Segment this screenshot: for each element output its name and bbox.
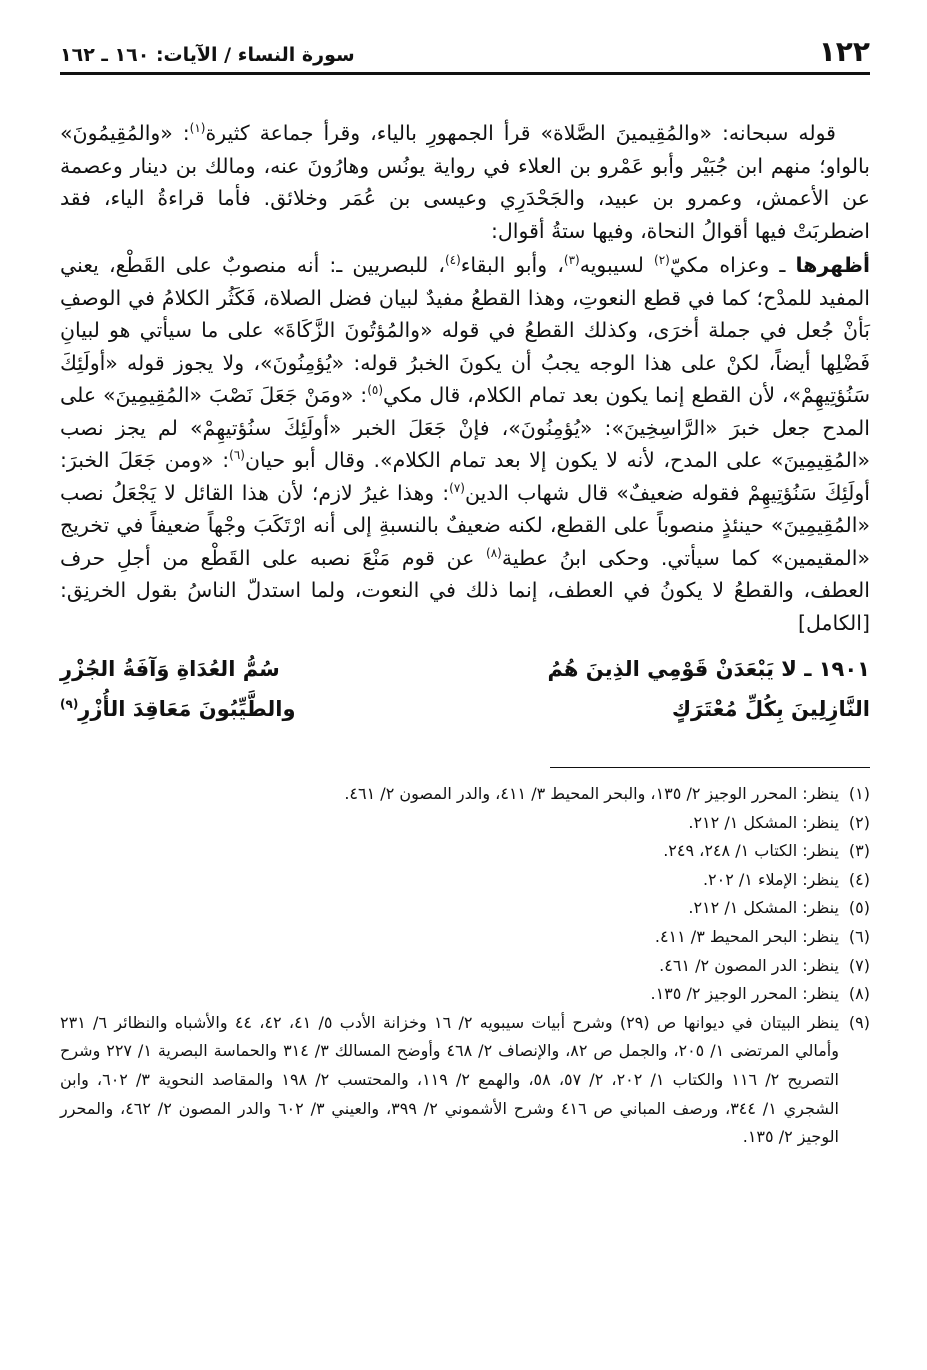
paragraph-2-d: ، للبصريين ـ: أنه منصوبٌ على القَطْع، يعني المفيد للمدْح؛ كما في قطع النعوتِ، وهذا القطعُ مفيدٌ لبيان فضل الصلاة، فَكَثُر الكلامُ في الوصفِ بَأنْ جُعل في جملة أخرَى، وكذلك القطعُ في قوله «والمُؤتُونَ الزَّكَاةَ» على ما سيأتي هو لبيانِ فَضْلِها أيضاً، لكنْ على هذا الوجه يجبُ أن يكونَ الخبرُ قوله: «يُؤمِنُونَ»، ولا يجوز قوله «أولَئِكَ سَنُؤتِيهِمْ»، لأن القطع إنما يكون بعد تمام الكلام، قال مكي [60, 253, 870, 407]
footnote [60, 894, 870, 923]
footnote-number: (٨) [848, 984, 870, 1004]
page-header [60, 32, 870, 75]
footnote-number: (٦) [848, 926, 870, 946]
footnote [60, 952, 870, 981]
footnote-ref-5: (٥) [367, 383, 384, 398]
paragraph-2-c: ، وأبو البقاء [460, 253, 564, 277]
footnote-text: ينظر: الكتاب ١/ ٢٤٨، ٢٤٩. [663, 841, 839, 861]
footnote-text: ينظر: المشكل ١/ ٢١٢. [688, 898, 839, 918]
footnote-text: ينظر: الإملاء ١/ ٢٠٢. [702, 869, 839, 889]
page-number: ١٢٢ [818, 35, 870, 68]
paragraph-2-e: : «ومَنْ جَعَلَ نَصْبَ «المُقِيمِينَ» على المدح جعل خبرَ «الرَّاسِخِينَ»: «يُؤمِنُونَ»، فإنْ جَعَلَ الخبر «أولَئِكَ سنُؤتيهِمْ» لم يجز نصب «المُقِيمِينَ» على المدح، لأنه لا يكون إلا بعد تمام الكلام». وقال أبو حيان [60, 383, 870, 472]
book-page [60, 32, 870, 1152]
footnote-ref-8: (٨) [486, 545, 502, 560]
footnote [60, 866, 870, 895]
verse-line-1 [60, 649, 870, 689]
footnote-ref-1: (١) [189, 121, 206, 136]
footnote-text: ينظر: المحرر الوجيز ٢/ ١٣٥، والبحر المحيط ٣/ ٤١١، والدر المصون ٢/ ٤٦١. [344, 784, 839, 803]
footnote [60, 1009, 870, 1152]
footnote-ref-2: (٢) [654, 253, 670, 268]
verse-2-second-text: والطَّيِّبُونَ مَعَاقِدَ الأُزْرِ [78, 697, 296, 721]
paragraph-2-h: عن قوم مَنْعَ نصبه على القَطْع من أجلِ حرف العطف، والقطعُ لا يكونُ في العطف، إنما ذلك في النعوت، ولما استدلّ الناسُ بقول الخرنِق: [الكامل] [60, 545, 870, 635]
paragraph-2 [60, 249, 870, 639]
footnote-number: (٧) [848, 955, 870, 975]
paragraph-2-g: : وهذا غيرُ لازم؛ لأن هذا القائل لا يَجْعَلُ نصب «المُقِيمِينَ» حينئذٍ منصوباً على القطع، لكنه ضعيفٌ بالنسبةِ إلى أنه ارْتَكَبَ وجْهاً ضعيفاً في تخريج «المقيمين» كما سيأتي. وحكى ابنُ عطية [60, 480, 870, 570]
verse-line-2 [60, 689, 870, 729]
footnote-ref-4: (٤) [444, 253, 461, 268]
footnote-number: (٢) [848, 812, 870, 832]
footnote-separator [550, 767, 870, 768]
footnote-text: ينظر: المشكل ١/ ٢١٢. [688, 812, 839, 832]
footnote-text: ينظر: المحرر الوجيز ٢/ ١٣٥. [650, 984, 839, 1004]
verse-1-first-hemistich: ١٩٠١ ـ لا يَبْعَدَنْ قَوْمِي الذِينَ هُمُ [547, 657, 870, 681]
paragraph-2-b: لسيبويه [579, 253, 655, 277]
footnotes [60, 780, 870, 1152]
footnote [60, 780, 870, 809]
footnote-number: (١) [848, 784, 870, 803]
footnote-number: (٥) [848, 898, 870, 918]
paragraph-2-lead: أظهرها [795, 253, 870, 277]
footnote-ref-7: (٧) [449, 480, 465, 495]
footnote-number: (٩) [848, 1012, 870, 1032]
footnote-ref-6: (٦) [229, 448, 245, 463]
paragraph-1-text: قوله سبحانه: «والمُقِيمينَ الصَّلاة» قرأ الجمهورِ بالياء، وقرأ جماعة كثيرة [205, 121, 836, 145]
paragraph-1-continued: : «والمُقِيمُونَ» بالواو؛ منهم ابن جُبَيْر وأبو عَمْرو بن العلاء في رواية يونُس وهارُونَ عنه، ومالك بن دينار وعصمة عن الأعمش، وعمرو بن عبيد، والجَحْدَرِي وعيسى بن عُمَر وخلائق. فأما قراءةُ الياء، فقد اضطربَتْ فيها أقوالُ النحاة، وفيها ستةُ أقوال: [60, 121, 870, 243]
footnote-text: ينظر: الدر المصون ٢/ ٤٦١. [659, 955, 839, 975]
footnote [60, 837, 870, 866]
footnote-text: ينظر: البحر المحيط ٣/ ٤١١. [654, 926, 839, 946]
footnote-ref-9: (٩) [60, 697, 79, 711]
verse-2-first-hemistich: النَّازِلِينَ بِكُلِّ مُعْتَرَكٍ [671, 697, 870, 721]
footnote [60, 923, 870, 952]
footnote-text: ينظر البيتان في ديوانها ص (٢٩) وشرح أبيات سيبويه ٢/ ١٦ وخزانة الأدب ٥/ ٤١، ٤٢، ٤٤ والأشباه والنظائر ٦/ ٢٣١ وأمالي المرتضى ١/ ٢٠٥، والجمل ص ٨٢، والإنصاف ٢/ ٤٦٨ وأوضح المسالك ٣/ ٣١٤ والحماسة البصرية ١/ ٢٢٧ وشرح التصريح ٢/ ١١٦ والكتاب ١/ ٢٠٢، ٢/ ٥٧، ٥٨، والهمع ٢/ ١١٩، والمحتسب ٢/ ١٩٨ والمقاصد النحوية ٣/ ٦٠٢، وابن الشجري ١/ ٣٤٤، ورصف المباني ص ٤١٦ وشرح الأشموني ٢/ ٣٩٩، والعيني ٣/ ٦٠٢ والدر المصون ٢/ ٤٦٢، والمحرر الوجيز ٢/ ١٣٥. [60, 1012, 839, 1147]
footnote [60, 809, 870, 838]
paragraph-2-f: : «ومن جَعَلَ الخبرَ: أولَئِكَ سَنُؤتِيهِمْ فقوله ضعيفٌ» قال شهاب الدين [60, 448, 870, 505]
running-head: سورة النساء / الآيات: ١٦٠ ـ ١٦٢ [60, 44, 355, 66]
footnote-number: (٤) [848, 869, 870, 889]
main-text [60, 117, 870, 639]
paragraph-2-a: ـ وعزاه مكيّ [669, 253, 796, 277]
verse-1-second-hemistich: سُمُّ العُدَاةِ وَآفَةُ الجُزْرِ [60, 657, 280, 681]
footnote-ref-3: (٣) [563, 253, 580, 268]
verse-2-second-hemistich [60, 689, 296, 729]
footnote [60, 980, 870, 1009]
footnote-number: (٣) [848, 841, 870, 861]
paragraph-1 [60, 117, 870, 247]
poetry-verse [60, 649, 870, 729]
